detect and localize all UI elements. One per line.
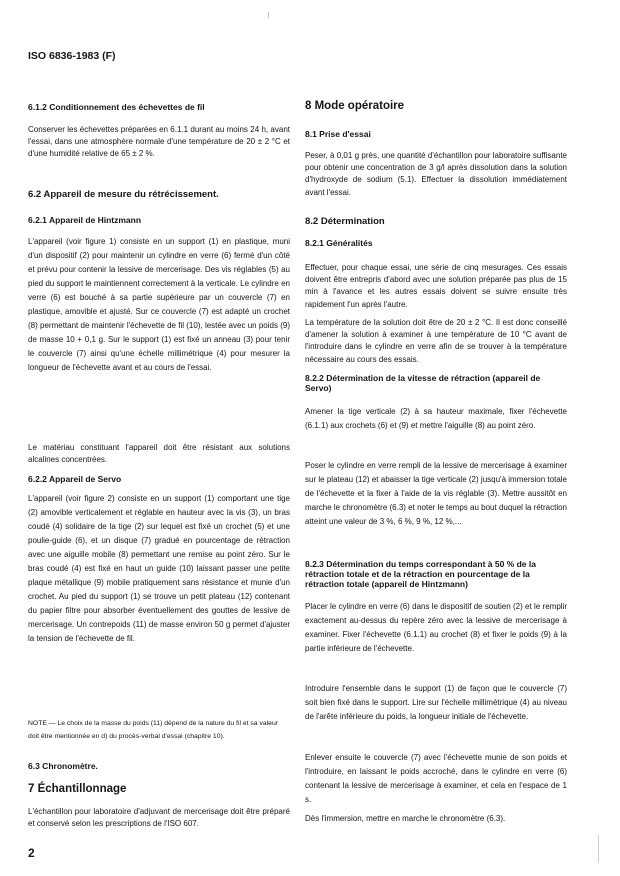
margin-rule [598,835,599,863]
note-text: NOTE — Le choix de la masse du poids (11) dépend de la nature du fil et sa valeur doit être mentionnée en d) du procès-verbal d'essai (chapitre 10). [28,720,278,740]
section-8-2-3-text: Placer le cylindre en verre (6) dans le dispositif de soutien (2) et le remplir exactement au-dessus du repère zéro avec la lessive de mercerisage à examiner. Fixer l'échevette (6.1.1) au crochet (8) et fixer le poids (9) à la partie inférieure de l'échevette. [305,602,567,653]
section-6-3-title: 6.3 Chronomètre. [28,761,98,771]
section-8-2-3-text-4: Dès l'immersion, mettre en marche le chronomètre (6.3). [305,814,506,823]
section-8-2-3-text-3: Enlever ensuite le couvercle (7) avec l'échevette munie de son poids et l'introduire, en laissant le poids accroché, dans le cylindre en verre (6) contenant la lessive de mercerisage à examiner, et cela en l'espace de 1 s. [305,753,567,804]
section-6-2-1-title: 6.2.1 Appareil de Hintzmann [28,215,142,225]
top-tick-mark [268,12,269,18]
section-6-2-2-text: L'appareil (voir figure 2) consiste en un support (1) comportant une tige (2) amovible verticalement et réglable en hauteur avec la vis (3), un bras coudé (4) solidaire de la tige (2) sur lequel est fixé un crochet (5) et une poulie-guide (6), et un disque (7) gradué en pourcentage de rétraction avec une aiguille mobile (8) permettant une remise au point zéro. Sur le bras coudé (4) est fixé en haut un guide (10) laissant passer une petite plaque métallique (9) mobile pratiquement sans résistance et munie d'un crochet. Au pied du support (1) se trouve un petit plateau (12) contenant du papier filtre pour absorber éventuellement des gouttes de lessive de mercerisage. Un contrepoids (11) de masse environ 50 g permet d'ajuster la tension de l'échevette de fil. [28,494,290,643]
section-6-2-1-text-2: Le matériau constituant l'appareil doit être résistant aux solutions alcalines concentrées. [28,443,290,465]
section-8-2-2-title: 8.2.2 Détermination de la vitesse de rétraction (appareil de Servo) [305,373,541,393]
section-6-2-2-title: 6.2.2 Appareil de Servo [28,474,122,484]
section-6-2-title: 6.2 Appareil de mesure du rétrécissement. [28,189,219,200]
section-8-2-3-title: 8.2.3 Détermination du temps correspondant à 50 % de la rétraction totale et de la rétraction en pourcentage de la rétraction totale (appareil de Hintzmann) [305,559,536,589]
section-6-2-1-text: L'appareil (voir figure 1) consiste en un support (1) en plastique, muni d'un dispositif (2) pour maintenir un cylindre en verre (6) fermé d'un côté et prévu pour contenir la lessive de mercerisage. Des vis réglables (5) au pied du support le maintiennent correctement à la verticale. Le cylindre en verre (6) est bouché à sa partie supérieure par un couvercle (7) en plastique, amovible et ajusté. Sur ce couvercle (7) est adapté un crochet (8) permettant de maintenir l'échevette de fil (10), lestée avec un poids (9) de masse 10 + 0,1 g. Sur le support (1) est fixé un anneau (3) pour tenir le couvercle (7) ainsi qu'une échelle millimétrique (4) pour mesurer la longueur de l'échevette avant et au cours de l'essai. [28,237,290,372]
section-8-2-title: 8.2 Détermination [305,216,385,227]
section-8-2-3-text-2: Introduire l'ensemble dans le support (1) de façon que le couvercle (7) soit bien fixé dans le support. Lire sur l'échelle millimétrique (4) au niveau de l'arête inférieure du poids, la longueur initiale de l'échevette. [305,684,567,721]
section-8-2-1-text-2: La température de la solution doit être de 20 ± 2 °C. Il est donc conseillé d'amener la solution à examiner à une température de 10 °C avant de l'introduire dans le cylindre en verre afin de se trouver à la température nécessaire au cours des essais. [305,318,567,364]
document-header: ISO 6836-1983 (F) [28,50,116,62]
section-8-1-text: Peser, à 0,01 g près, une quantité d'échantillon pour laboratoire suffisante pour obtenir une concentration de 3 g/l après dissolution dans la solution d'hydroxyde de sodium (5.1). Effectuer la dissolution immédiatement avant l'essai. [305,151,567,197]
page-number: 2 [28,846,35,860]
section-7-title: 7 Échantillonnage [28,783,127,795]
section-8-2-2-text: Amener la tige verticale (2) à sa hauteur maximale, fixer l'échevette (6.1.1) aux crochets (6) et (9) et mettre l'aiguille (8) au point zéro. [305,407,567,430]
section-8-2-2-text-2: Poser le cylindre en verre rempli de la lessive de mercerisage à examiner sur le plateau (12) et abaisser la tige verticale (2) jusqu'à immersion totale de l'échevette et la fixer à l'aide de la vis réglable (3). Mettre aussitôt en marche le chronomètre (6.3) et noter le temps au bout duquel la rétraction atteint une valeur de 3 %, 6 %, 9 %, 12 %,... [305,461,567,526]
section-8-2-1-title: 8.2.1 Généralités [305,238,373,248]
section-6-1-2-text: Conserver les échevettes préparées en 6.1.1 durant au moins 24 h, avant l'essai, dans une atmosphère normale d'une température de 20 ± 2 °C et d'une humidité relative de 65 ± 2 %. [28,125,290,159]
section-8-title: 8 Mode opératoire [305,100,405,112]
section-7-text: L'échantillon pour laboratoire d'adjuvant de mercerisage doit être préparé et conservé selon les prescriptions de l'ISO 607. [28,807,290,829]
section-8-2-1-text: Effectuer, pour chaque essai, une série de cinq mesurages. Ces essais doivent être entrepris d'abord avec une solution préparée pas plus de 15 min à l'avance et les autres essais doivent se suivre ensuite très rapidement l'un après l'autre. [305,263,567,309]
section-8-1-title: 8.1 Prise d'essai [305,129,371,139]
section-6-1-2-title: 6.1.2 Conditionnement des échevettes de fil [28,102,205,112]
